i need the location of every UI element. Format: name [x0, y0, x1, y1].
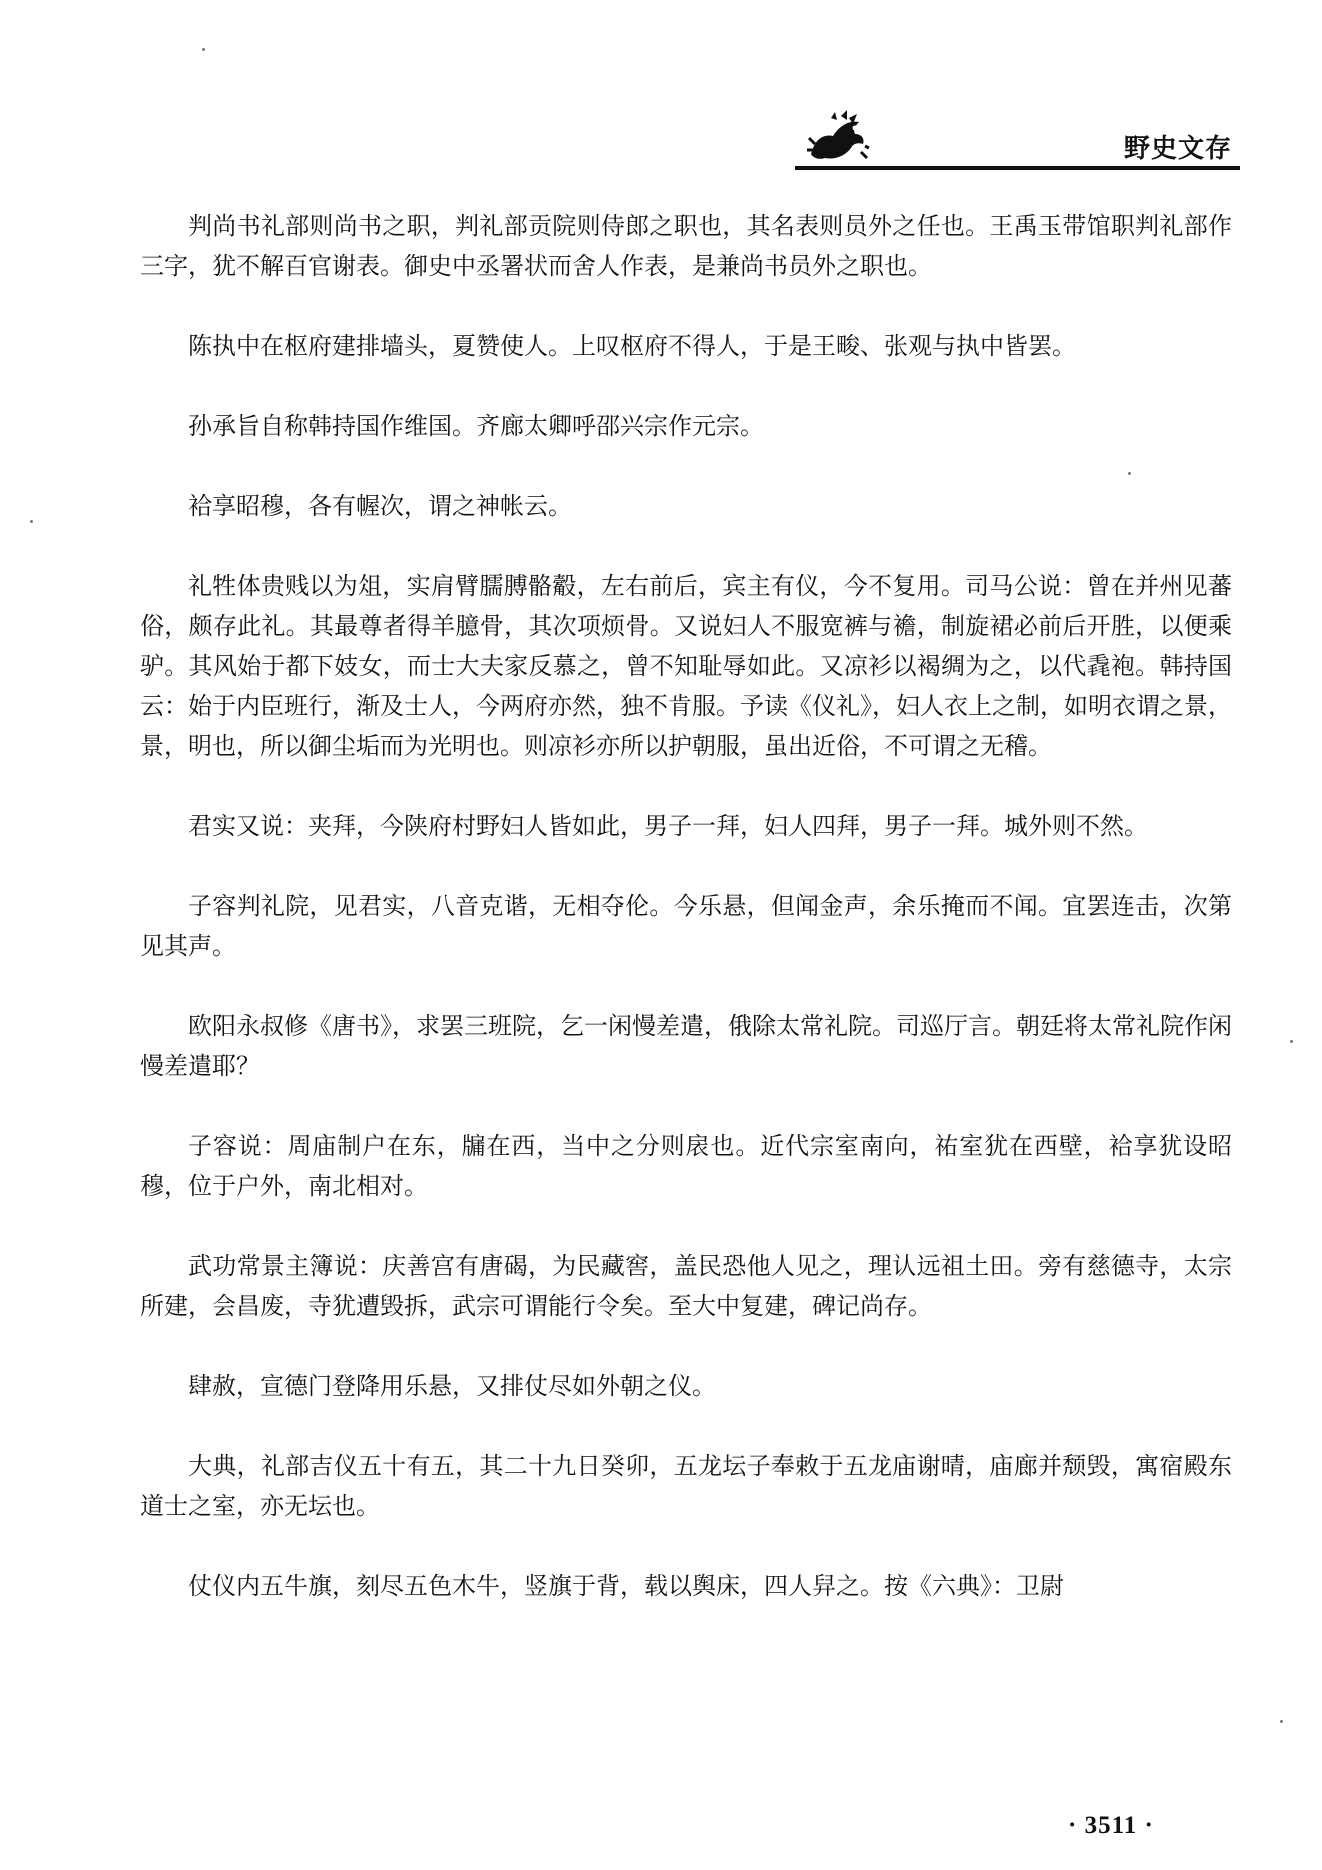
paragraph: 仗仪内五牛旗，刻尽五色木牛，竖旗于背，载以舆床，四人舁之。按《六典》：卫尉	[188, 1572, 1064, 1600]
header-rule	[795, 166, 1240, 170]
paragraph: 子容判礼院，见君实，八音克谐，无相夺伦。今乐悬，但闻金声，余乐掩而不闻。宜罢连击，次第见其声。	[140, 892, 1232, 960]
scan-speck	[202, 48, 205, 51]
paragraph: 礼牲体贵贱以为俎，实肩臂臑膊骼觳，左右前后，宾主有仪，今不复用。司马公说：曾在并州见蕃俗，颇存此礼。其最尊者得羊臆骨，其次项烦骨。又说妇人不服宽裤与襜，制旋裙必前后开胜，以便乘驴。其风始于都下妓女，而士大夫家反慕之，曾不知耻辱如此。又凉衫以褐绸为之，以代毳袍。韩持国云：始于内臣班行，渐及士人，今两府亦然，独不肯服。予读《仪礼》，妇人衣上之制，如明衣谓之景，景，明也，所以御尘垢而为光明也。则凉衫亦所以护朝服，虽出近俗，不可谓之无稽。	[140, 572, 1232, 760]
paragraph: 大典，礼部吉仪五十有五，其二十九日癸卯，五龙坛子奉敕于五龙庙谢晴，庙廊并颓毁，寓宿殿东道士之室，亦无坛也。	[140, 1452, 1232, 1520]
dragon-icon	[805, 108, 871, 164]
scan-speck	[1280, 1720, 1283, 1723]
page-number: · 3511 ·	[1068, 1812, 1154, 1839]
paragraph: 欧阳永叔修《唐书》，求罢三班院，乞一闲慢差遣，俄除太常礼院。司巡厅言。朝廷将太常礼院作闲慢差遣耶？	[140, 1012, 1232, 1080]
paragraph: 子容说：周庙制户在东，牖在西，当中之分则扆也。近代宗室南向，祐室犹在西壁，袷享犹设昭穆，位于户外，南北相对。	[140, 1132, 1232, 1200]
paragraph: 君实又说：夹拜，今陕府村野妇人皆如此，男子一拜，妇人四拜，男子一拜。城外则不然。	[188, 812, 1148, 840]
paragraph: 肆赦，宣德门登降用乐悬，又排仗尽如外朝之仪。	[188, 1372, 716, 1400]
paragraph: 陈执中在枢府建排墙头，夏赞使人。上叹枢府不得人，于是王畯、张观与执中皆罢。	[188, 332, 1076, 360]
body-text	[140, 206, 1232, 1606]
scan-speck	[1290, 1040, 1293, 1043]
paragraph: 武功常景主簿说：庆善宫有唐碣，为民藏窖，盖民恐他人见之，理认远祖土田。旁有慈德寺，太宗所建，会昌废，寺犹遭毁拆，武宗可谓能行令矣。至大中复建，碑记尚存。	[140, 1252, 1232, 1320]
paragraph: 孙承旨自称韩持国作维国。齐廊太卿呼邵兴宗作元宗。	[188, 412, 764, 440]
paragraph: 袷享昭穆，各有幄次，谓之神帐云。	[188, 492, 572, 520]
running-header	[795, 108, 1240, 170]
paragraph: 判尚书礼部则尚书之职，判礼部贡院则侍郎之职也，其名表则员外之任也。王禹玉带馆职判礼部作三字，犹不解百官谢表。御史中丞署状而舍人作表，是兼尚书员外之职也。	[140, 212, 1232, 280]
scan-speck	[30, 520, 33, 523]
series-title: 野史文存	[1123, 134, 1232, 164]
scan-speck	[1128, 472, 1131, 475]
